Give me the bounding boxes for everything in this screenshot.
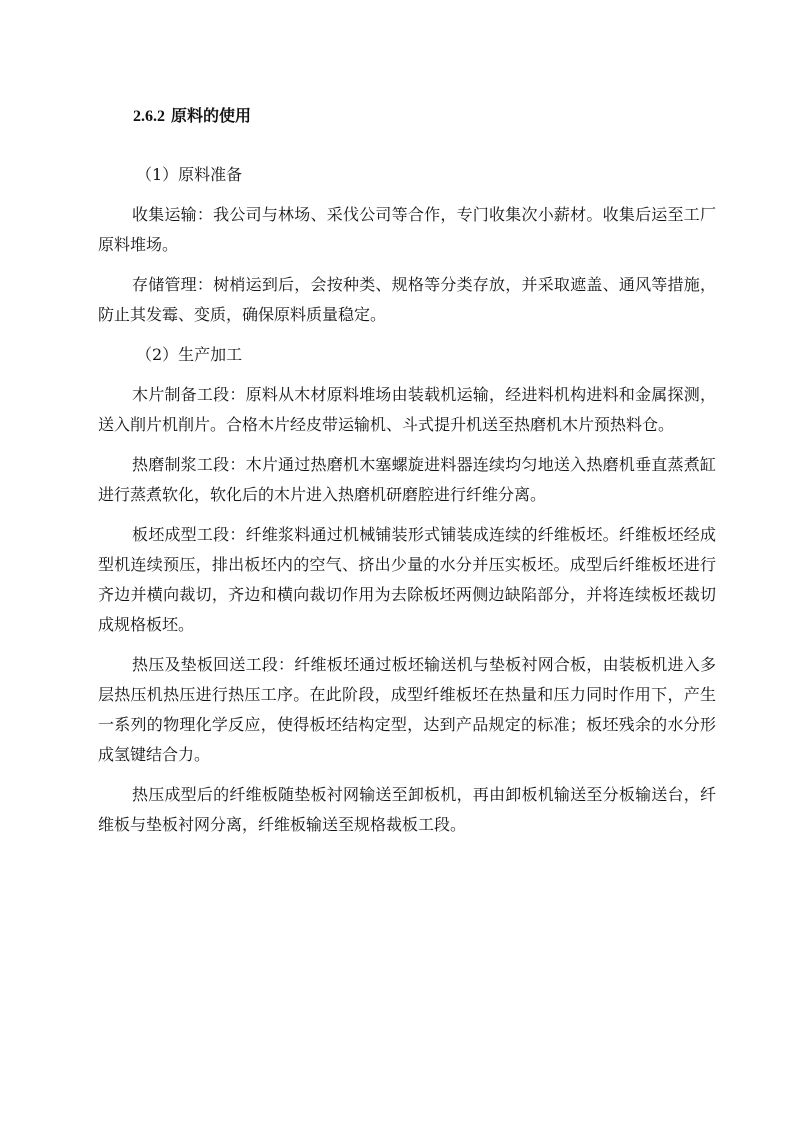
section-number: 2.6.2 [133, 108, 165, 125]
paragraph-board-unloading: 热压成型后的纤维板随垫板衬网输送至卸板机，再由卸板机输送至分板输送台，纤维板与垫板衬网分离，纤维板输送至规格裁板工段。 [98, 785, 716, 834]
subheading-production-processing: （2）生产加工 [136, 345, 243, 364]
subheading-raw-material-preparation: （1）原料准备 [136, 165, 243, 184]
paragraph-mat-forming: 板坯成型工段：纤维浆料通过机械铺装形式铺装成连续的纤维板坯。纤维板坯经成型机连续预压，排出板坯内的空气、挤出少量的水分并压实板坯。成型后纤维板坯进行齐边并横向裁切，齐边和横向裁切作用为去除板坯两侧边缺陷部分，并将连续板坯裁切成规格板坯。 [98, 525, 716, 634]
paragraph-hot-pressing: 热压及垫板回送工段：纤维板坯通过板坯输送机与垫板衬网合板，由装板机进入多层热压机热压进行热压工序。在此阶段，成型纤维板坯在热量和压力同时作用下，产生一系列的物理化学反应，使得板坯结构定型，达到产品规定的标准；板坯残余的水分形成氢键结合力。 [98, 655, 716, 764]
section-heading [133, 103, 251, 130]
paragraph-collection-transport: 收集运输：我公司与林场、采伐公司等合作，专门收集次小薪材。收集后运至工厂原料堆场。 [98, 205, 716, 254]
document-body [98, 160, 716, 850]
paragraph-storage-management: 存储管理：树梢运到后，会按种类、规格等分类存放，并采取遮盖、通风等措施，防止其发霉、变质，确保原料质量稳定。 [98, 275, 716, 324]
paragraph-wood-chip-preparation: 木片制备工段：原料从木材原料堆场由装载机运输，经进料机构进料和金属探测，送入削片机削片。合格木片经皮带运输机、斗式提升机送至热磨机木片预热料仓。 [98, 385, 716, 434]
paragraph-thermal-pulping: 热磨制浆工段：木片通过热磨机木塞螺旋进料器连续均匀地送入热磨机垂直蒸煮缸进行蒸煮软化，软化后的木片进入热磨机研磨腔进行纤维分离。 [98, 455, 716, 504]
section-title: 原料的使用 [171, 106, 252, 125]
